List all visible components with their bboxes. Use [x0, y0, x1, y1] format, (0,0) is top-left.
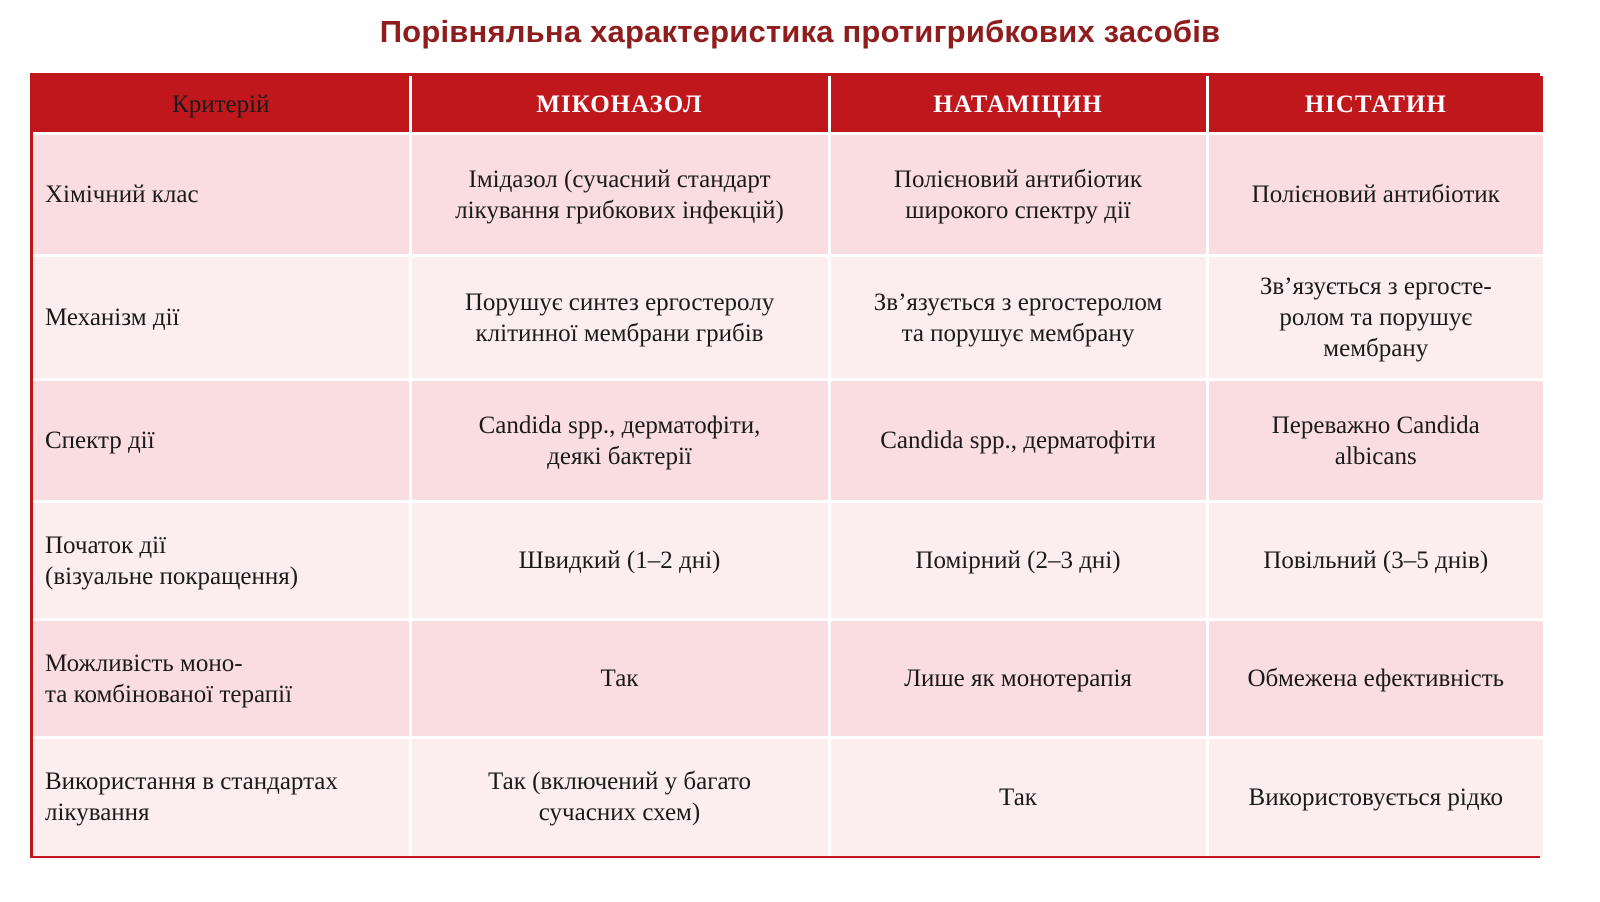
criterion-cell: Спектр дії: [33, 380, 410, 502]
miconazole-cell: Так (включений у багато сучасних схем): [410, 738, 829, 856]
criterion-cell: Механізм дії: [33, 256, 410, 380]
natamycin-cell: Лише як монотерапія: [829, 620, 1207, 738]
table-row: [33, 502, 1543, 620]
comparison-table: [30, 73, 1540, 858]
criterion-cell: Хімічний клас: [33, 134, 410, 256]
table-header-row: [33, 76, 1543, 134]
nystatin-cell: Переважно Candida albicans: [1207, 380, 1543, 502]
miconazole-cell: Candida spp., дерматофіти, деякі бактерії: [410, 380, 829, 502]
table-row: [33, 134, 1543, 256]
table-row: [33, 256, 1543, 380]
page-title: Порівняльна характеристика протигрибкових засобів: [379, 14, 1221, 49]
natamycin-cell: Зв’язується з ергостеролом та порушує мембрану: [829, 256, 1207, 380]
column-header-criterion: Критерій: [33, 76, 410, 134]
nystatin-cell: Обмежена ефективність: [1207, 620, 1543, 738]
natamycin-cell: Candida spp., дерматофіти: [829, 380, 1207, 502]
nystatin-cell: Зв’язується з ергосте- ролом та порушує мембрану: [1207, 256, 1543, 380]
criterion-cell: Можливість моно- та комбінованої терапії: [33, 620, 410, 738]
criterion-cell: Початок дії (візуальне покращення): [33, 502, 410, 620]
table-row: [33, 380, 1543, 502]
natamycin-cell: Помірний (2–3 дні): [829, 502, 1207, 620]
column-header-natamycin: НАТАМІЦИН: [829, 76, 1207, 134]
table-row: [33, 738, 1543, 856]
nystatin-cell: Полієновий антибіотик: [1207, 134, 1543, 256]
column-header-nystatin: НІСТАТИН: [1207, 76, 1543, 134]
miconazole-cell: Порушує синтез ергостеролу клітинної мембрани грибів: [410, 256, 829, 380]
nystatin-cell: Використовується рідко: [1207, 738, 1543, 856]
natamycin-cell: Так: [829, 738, 1207, 856]
table-row: [33, 620, 1543, 738]
column-header-miconazole: МІКОНАЗОЛ: [410, 76, 829, 134]
criterion-cell: Використання в стандартах лікування: [33, 738, 410, 856]
miconazole-cell: Швидкий (1–2 дні): [410, 502, 829, 620]
natamycin-cell: Полієновий антибіотик широкого спектру дії: [829, 134, 1207, 256]
miconazole-cell: Імідазол (сучасний стандарт лікування грибкових інфекцій): [410, 134, 829, 256]
nystatin-cell: Повільний (3–5 днів): [1207, 502, 1543, 620]
miconazole-cell: Так: [410, 620, 829, 738]
